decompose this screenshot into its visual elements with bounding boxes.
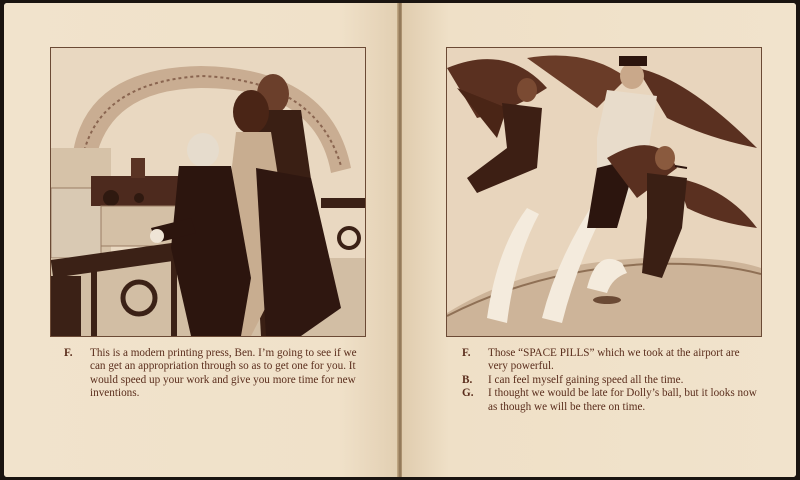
right-captions — [462, 347, 762, 414]
caption-row — [462, 387, 762, 414]
right-page — [402, 3, 796, 477]
caption-text: I thought we would be late for Dolly’s ball, but it looks now as though we will be there on time. — [488, 387, 757, 413]
caption-row — [462, 374, 762, 387]
flying-figures-illustration — [446, 47, 762, 337]
caption-letter: G. — [462, 387, 474, 400]
left-page — [4, 3, 398, 477]
caption-letter: F. — [64, 347, 73, 359]
caption-text: Those “SPACE PILLS” which we took at the airport are very powerful. — [488, 347, 740, 373]
left-caption — [64, 347, 364, 401]
caption-text: This is a modern printing press, Ben. I’m going to see if we can get an appropriation through so as to get one for you. It would speed up your work and give you more time for new inventions. — [90, 347, 357, 400]
caption-row — [462, 347, 762, 374]
caption-letter: F. — [462, 347, 471, 359]
printing-press-illustration — [50, 47, 366, 337]
caption-letter: B. — [462, 373, 473, 386]
booklet-spread — [4, 3, 796, 477]
caption-row — [64, 347, 364, 401]
caption-text: I can feel myself gaining speed all the time. — [488, 373, 684, 386]
